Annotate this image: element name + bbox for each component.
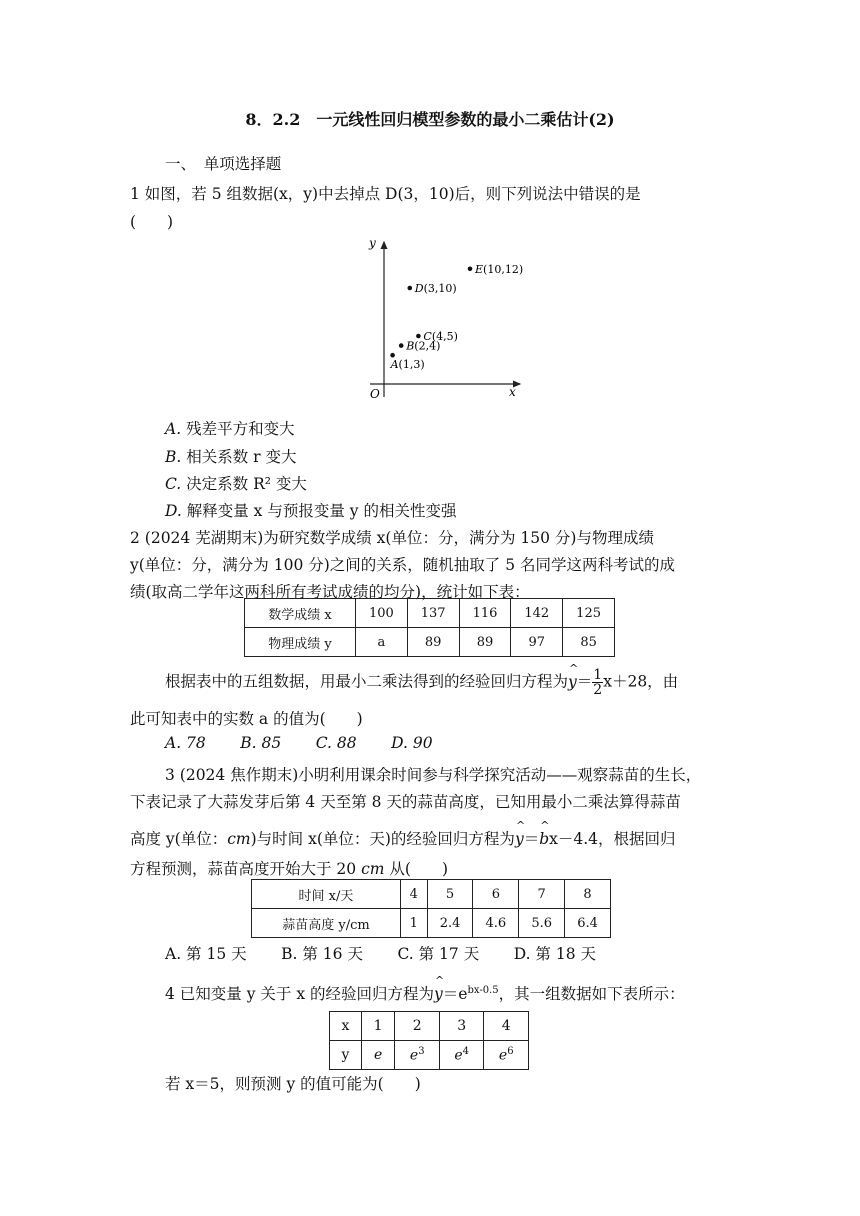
q3-table-cell: 8 <box>565 880 611 909</box>
q2-option-c: C. 88 <box>315 734 357 752</box>
q2-option-b: B. 85 <box>240 734 282 752</box>
q3-table-cell: 时间 x/天 <box>252 880 401 909</box>
q3-option-c: C. 第 17 天 <box>397 945 480 963</box>
q3-line3-mid: )与时间 x(单位：天)的经验回归方程为 <box>250 830 515 848</box>
q4-table-cell: $e^4$ <box>439 1041 483 1070</box>
y-hat: ^ y <box>515 830 524 848</box>
q2-table-cell: 数学成绩 x <box>245 599 356 628</box>
q3-table <box>251 879 611 938</box>
q3-table-cell: 1 <box>400 909 427 938</box>
q3-options <box>165 942 596 964</box>
q3-table-cell: 4 <box>400 880 427 909</box>
point-label-c: C(4,5) <box>423 330 458 343</box>
option-text: 残差平方和变大 <box>186 420 295 438</box>
q2-regression-line <box>165 668 678 697</box>
option-key: D. <box>165 502 187 520</box>
q3-table-cell: 6 <box>473 880 519 909</box>
q3-option-d: D. 第 18 天 <box>513 945 597 963</box>
q3-table-cell: 蒜苗高度 y/cm <box>252 909 401 938</box>
q1-option-a <box>165 417 295 439</box>
origin-label: O <box>370 387 380 401</box>
q3-line4-post: 从( ) <box>384 860 449 878</box>
scatter-figure <box>360 234 530 404</box>
y-hat: ^ y <box>434 985 443 1003</box>
q2-table-cell: 125 <box>563 599 615 628</box>
unit-cm: cm <box>227 830 251 848</box>
q4-line-post: ，其一组数据如下表所示： <box>498 985 685 1003</box>
q4-line-pre: 4 已知变量 y 关于 x 的经验回归方程为 <box>165 985 434 1003</box>
q2-table-cell: 137 <box>407 599 459 628</box>
q3-table-cell: 6.4 <box>565 909 611 938</box>
option-key: B. <box>165 448 187 466</box>
page-title: 8．2.2 一元线性回归模型参数的最小二乘估计(2) <box>245 110 615 129</box>
q2-line1: 2 (2024 芜湖期末)为研究数学成绩 x(单位：分，满分为 150 分)与物理成绩 <box>130 529 654 547</box>
q3-table-cell: 5 <box>427 880 473 909</box>
option-text: 相关系数 r 变大 <box>186 448 297 466</box>
scatter-point-b <box>399 343 404 348</box>
q4-table-cell: 4 <box>484 1012 529 1041</box>
q2-table-cell: 116 <box>459 599 511 628</box>
frac-num: 1 <box>593 667 603 683</box>
exponent: bx-0.5 <box>467 984 499 996</box>
option-key: A. <box>165 420 187 438</box>
q3-table-cell: 7 <box>519 880 565 909</box>
y-hat: ^ y <box>568 673 577 691</box>
q3-option-a: A. 第 15 天 <box>165 945 247 963</box>
q1-stem-paren: ( ) <box>130 213 174 231</box>
q4-table-cell: 3 <box>439 1012 483 1041</box>
point-label-d: D(3,10) <box>414 282 457 295</box>
q4-table-cell: x <box>330 1012 362 1041</box>
q2-table-cell: 物理成绩 y <box>245 628 356 657</box>
q2-question: 此可知表中的实数 a 的值为( ) <box>130 710 363 728</box>
point-label-e: E(10,12) <box>475 262 524 276</box>
q3-line3-post: x－4.4，根据回归 <box>549 830 676 848</box>
equals: ＝ <box>523 830 540 848</box>
q3-table-row <box>252 880 611 909</box>
q3-line3 <box>130 827 676 849</box>
q4-table-cell: $e^3$ <box>395 1041 439 1070</box>
x-axis-label: x <box>509 385 516 399</box>
section-heading: 一、 单项选择题 <box>165 155 282 173</box>
point-label-a: A(1,3) <box>390 358 425 372</box>
q2-option-d: D. 90 <box>391 734 433 752</box>
q2-table-row <box>245 599 615 628</box>
equals-e: ＝e <box>442 985 468 1003</box>
q2-line2: y(单位：分，满分为 100 分)之间的关系，随机抽取了 5 名同学这两科考试的成 <box>130 556 676 574</box>
q3-line1: 3 (2024 焦作期末)小明利用课余时间参与科学探究活动——观察蒜苗的生长， <box>165 766 702 784</box>
q4-table-row <box>330 1012 529 1041</box>
q4-table-cell: e <box>361 1041 395 1070</box>
scatter-point-e <box>468 267 473 272</box>
q2-option-a: A. 78 <box>165 734 206 752</box>
q1-option-c <box>165 472 307 494</box>
q1-option-b <box>165 445 297 467</box>
q3-table-row <box>252 909 611 938</box>
q1-stem: 1 如图，若 5 组数据(x，y)中去掉点 D(3，10)后，则下列说法中错误的是 <box>130 185 641 203</box>
q2-table-cell: 85 <box>563 628 615 657</box>
q4-table-cell: 2 <box>395 1012 439 1041</box>
q2-table-row <box>245 628 615 657</box>
scatter-point-d <box>408 286 413 291</box>
q4-table-row <box>330 1041 529 1070</box>
q4-table-cell: 1 <box>361 1012 395 1041</box>
q2-table-cell: a <box>355 628 407 657</box>
q2-table <box>244 598 615 657</box>
q2-table-cell: 100 <box>355 599 407 628</box>
q2-after-pre: 根据表中的五组数据，用最小二乘法得到的经验回归方程为 <box>165 672 569 691</box>
q2-after-post: x＋28，由 <box>603 672 679 691</box>
option-text: 解释变量 x 与预报变量 y 的相关性变强 <box>186 502 457 520</box>
q3-line4-pre: 方程预测，蒜苗高度开始大于 20 <box>130 860 362 878</box>
frac-den: 2 <box>593 682 603 698</box>
q2-table-cell: 89 <box>459 628 511 657</box>
q4-table-cell: y <box>330 1041 362 1070</box>
unit-cm: cm <box>361 860 385 878</box>
fraction-half <box>592 668 603 697</box>
q4-question: 若 x＝5，则预测 y 的值可能为( ) <box>165 1075 421 1093</box>
q3-table-cell: 2.4 <box>427 909 473 938</box>
q2-line3: 绩(取高二学年这两科所有考试成绩的均分)，统计如下表： <box>130 583 530 601</box>
q3-line4 <box>130 857 448 879</box>
q4-table <box>329 1011 529 1070</box>
q1-option-d <box>165 499 456 521</box>
q2-table-cell: 97 <box>511 628 563 657</box>
point-label-b: B(2,4) <box>406 339 441 353</box>
q2-table-cell: 89 <box>407 628 459 657</box>
b-hat: ^ b <box>539 830 549 848</box>
q3-line2: 下表记录了大蒜发芽后第 4 天至第 8 天的蒜苗高度，已知用最小二乘法算得蒜苗 <box>130 793 681 811</box>
q2-table-cell: 142 <box>511 599 563 628</box>
q3-table-cell: 5.6 <box>519 909 565 938</box>
q2-options <box>165 734 433 752</box>
q4-line <box>165 982 685 1004</box>
option-key: C. <box>165 475 187 493</box>
q3-option-b: B. 第 16 天 <box>281 945 363 963</box>
scatter-point-a <box>390 353 395 358</box>
scatter-point-c <box>416 334 421 339</box>
y-axis-label: y <box>369 236 376 250</box>
q3-line3-pre: 高度 y(单位： <box>130 830 228 848</box>
q4-table-cell: $e^6$ <box>484 1041 529 1070</box>
option-text: 决定系数 R² 变大 <box>186 475 307 493</box>
q3-table-cell: 4.6 <box>473 909 519 938</box>
equals: ＝ <box>576 672 593 691</box>
